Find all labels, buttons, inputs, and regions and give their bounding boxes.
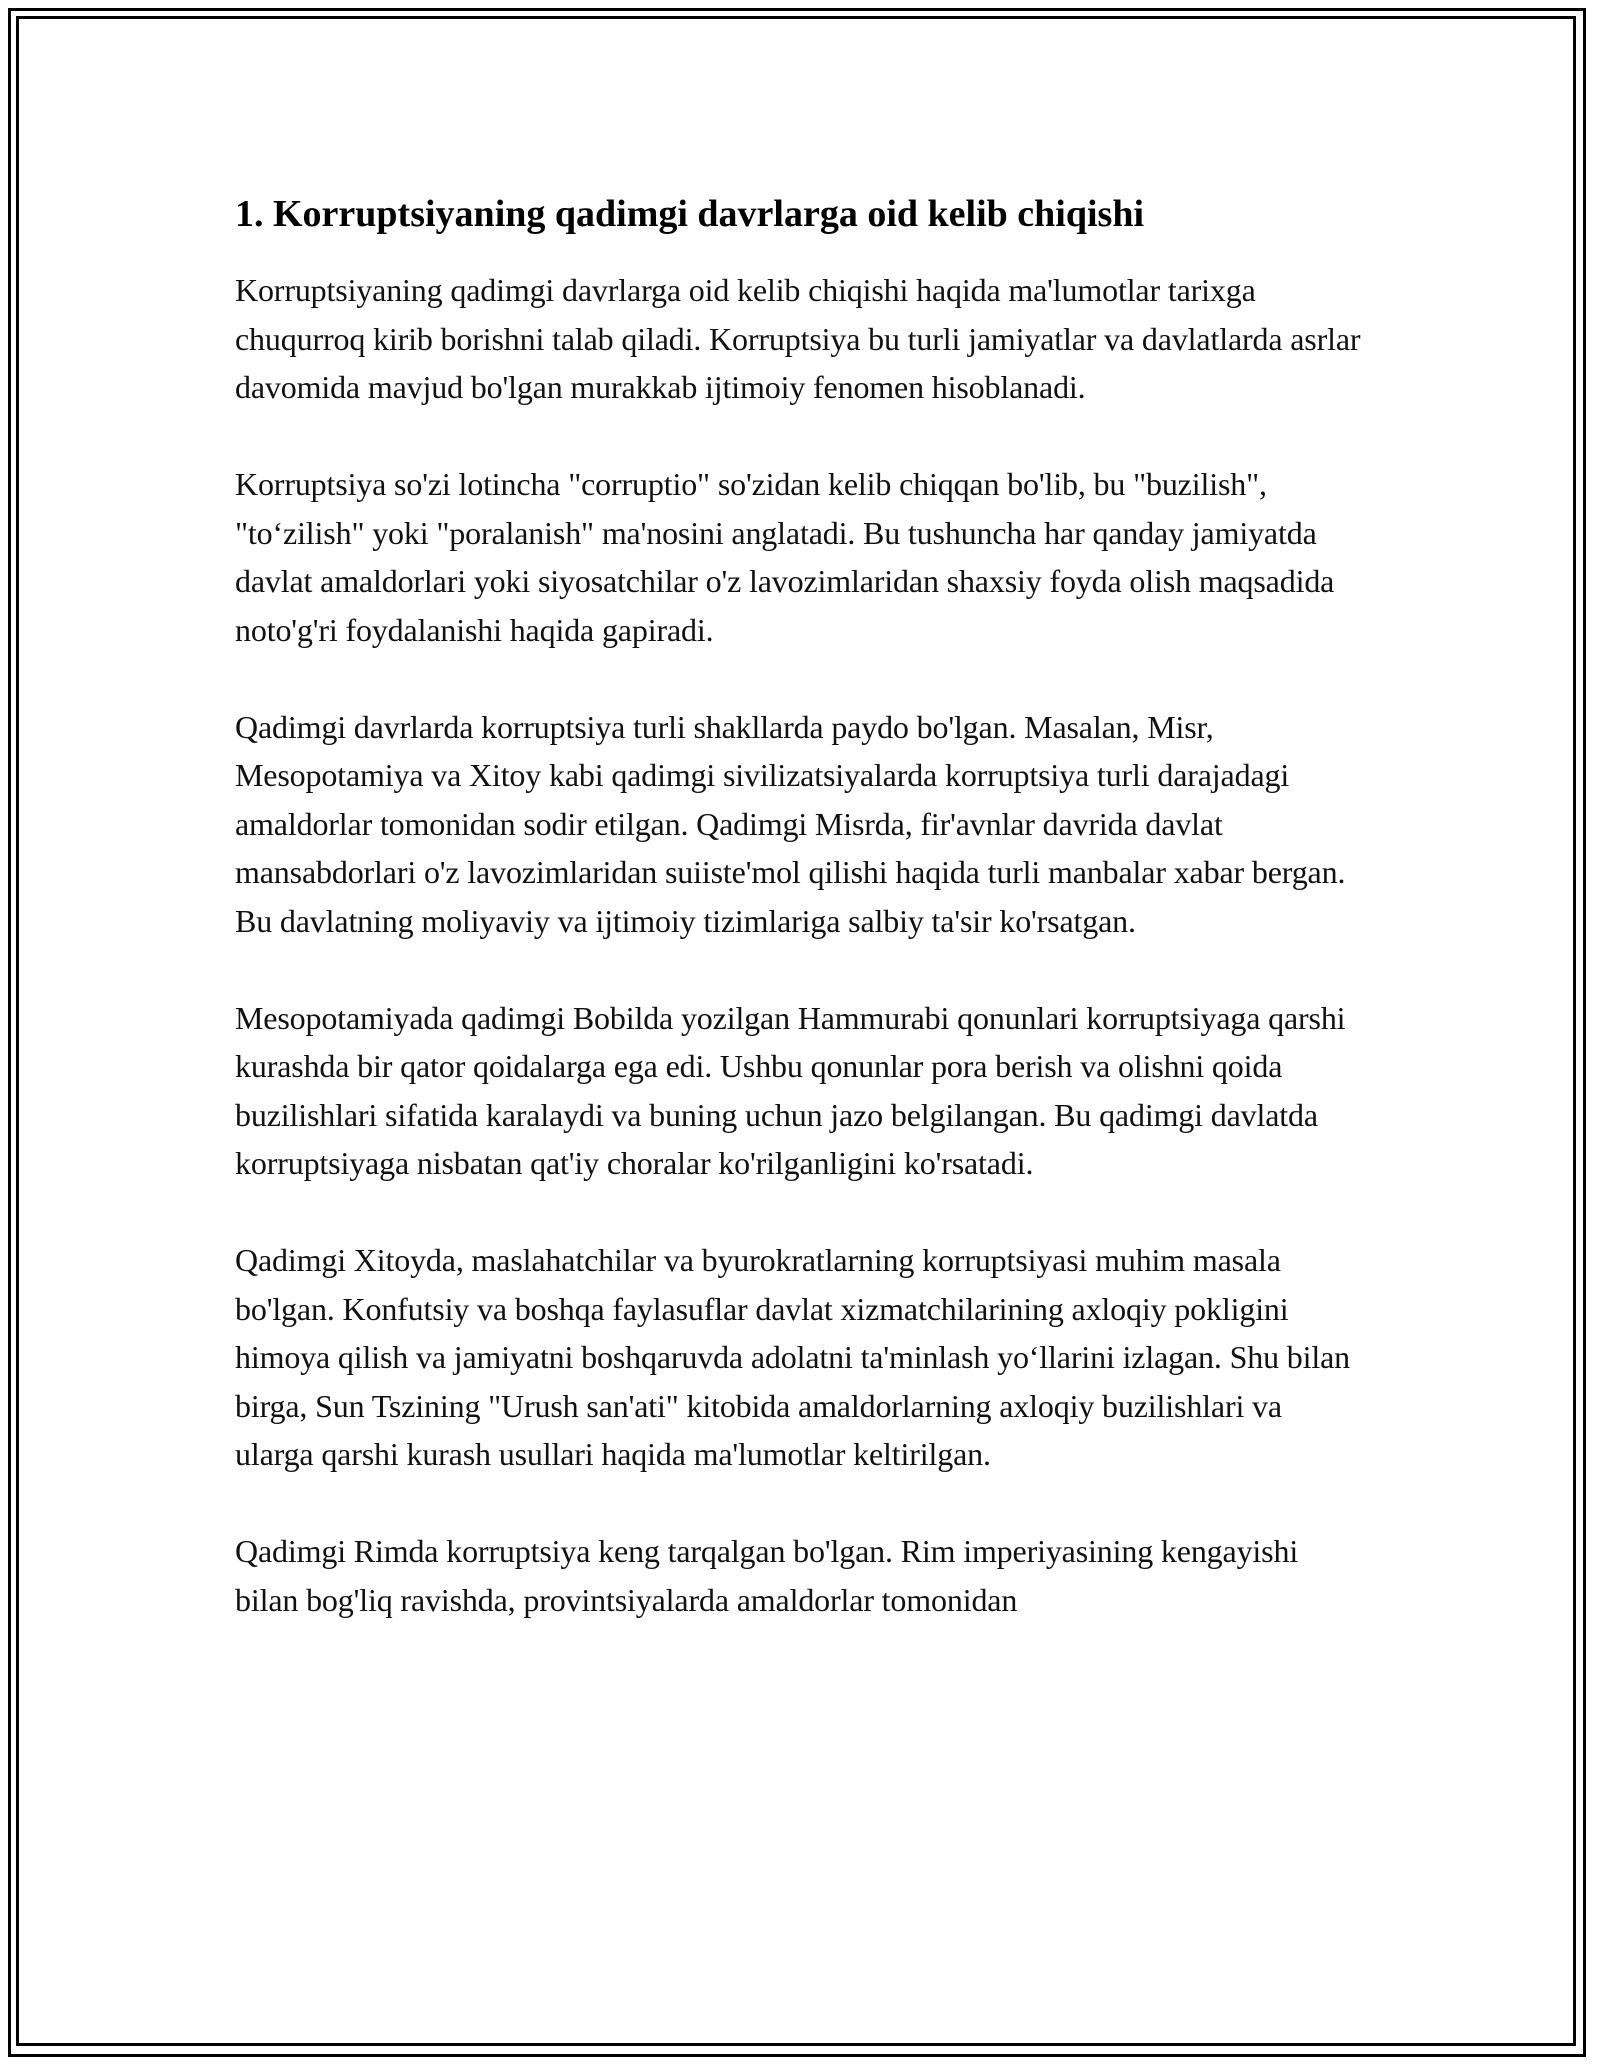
paragraph-china: Qadimgi Xitoyda, maslahatchilar va byurokratlarning korruptsiyasi muhim masala bo'lgan. Konfutsiy va boshqa faylasuflar davlat xizmatchilarining axloqiy pokligini himoya qilish va jamiyatni boshqaruvda adolatni ta'minlash yo‘llarini izlagan. Shu bilan birga, Sun Tszining "Urush san'ati" kitobida amaldorlarning axloqiy buzilishlari va ularga qarshi kurash usullari haqida ma'lumotlar keltirilgan. [235,1242,1351,1472]
document-body [235,186,1365,1624]
paragraph-rome: Qadimgi Rimda korruptsiya keng tarqalgan bo'lgan. Rim imperiyasining kengayishi bilan bog'liq ravishda, provintsiyalarda amaldorlar tomonidan [235,1533,1299,1618]
paragraph-intro: Korruptsiyaning qadimgi davrlarga oid kelib chiqishi haqida ma'lumotlar tarixga chuqurroq kirib borishni talab qiladi. Korruptsiya bu turli jamiyatlar va davlatlarda asrlar davomida mavjud bo'lgan murakkab ijtimoiy fenomen hisoblanadi. [235,272,1361,405]
paragraph-ancient-forms: Qadimgi davrlarda korruptsiya turli shakllarda paydo bo'lgan. Masalan, Misr, Mesopotamiya va Xitoy kabi qadimgi sivilizatsiyalarda korruptsiya turli darajadagi amaldorlar tomonidan sodir etilgan. Qadimgi Misrda, fir'avnlar davrida davlat mansabdorlari o'z lavozimlaridan suiiste'mol qilishi haqida turli manbalar xabar bergan. Bu davlatning moliyaviy va ijtimoiy tizimlariga salbiy ta'sir ko'rsatgan. [235,708,1346,939]
paragraph-etymology: Korruptsiya so'zi lotincha "corruptio" so'zidan kelib chiqqan bo'lib, bu "buzilish", "to‘zilish" yoki "poralanish" ma'nosini anglatadi. Bu tushuncha har qanday jamiyatda davlat amaldorlari yoki siyosatchilar o'z lavozimlaridan shaxsiy foyda olish maqsadida noto'g'ri foydalanishi haqida gapiradi. [235,466,1335,648]
section-heading: 1. Korruptsiyaning qadimgi davrlarga oid kelib chiqishi [235,193,1145,235]
paragraph-mesopotamia: Mesopotamiyada qadimgi Bobilda yozilgan Hammurabi qonunlari korruptsiyaga qarshi kurashda bir qator qoidalarga ega edi. Ushbu qonunlar pora berish va olishni qoida buzilishlari sifatida karalaydi va buning uchun jazo belgilangan. Bu qadimgi davlatda korruptsiyaga nisbatan qat'iy choralar ko'rilganligini ko'rsatadi. [235,999,1346,1181]
